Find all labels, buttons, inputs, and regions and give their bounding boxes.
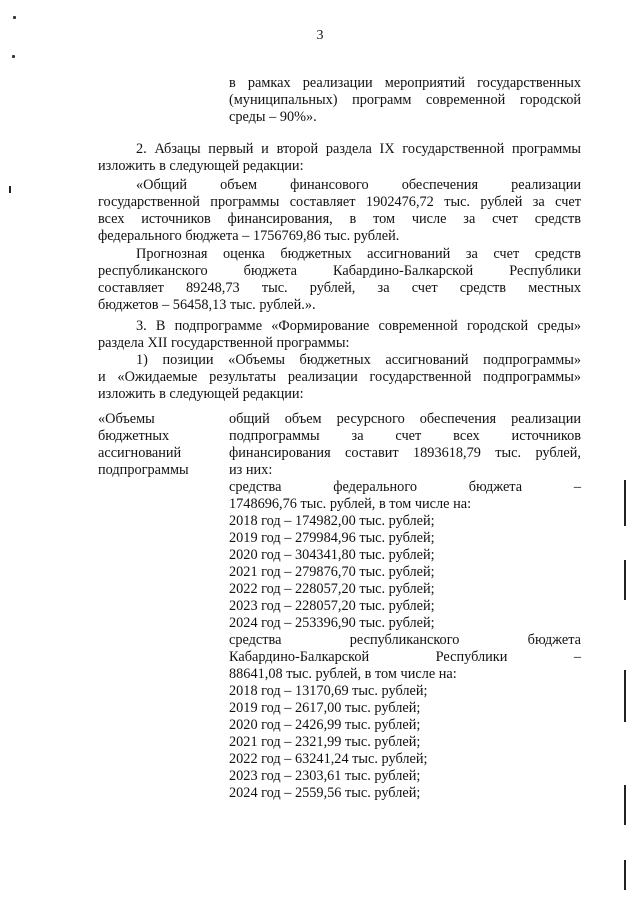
text-line: бюджетов – 56458,13 тыс. рублей.». (98, 297, 316, 313)
text-line: в рамках реализации мероприятий государственных (229, 75, 581, 91)
text-line: 2. Абзацы первый и второй раздела IX государственной программы (136, 141, 581, 157)
text-line: 3. В подпрограмме «Формирование современной городской среды» (136, 318, 581, 334)
scan-mark (9, 186, 11, 193)
federal-year-line: 2019 год – 279984,96 тыс. рублей; (229, 530, 435, 546)
federal-year-line: 2021 год – 279876,70 тыс. рублей; (229, 564, 435, 580)
regional-year-line: 2023 год – 2303,61 тыс. рублей; (229, 768, 421, 784)
scan-mark (624, 480, 626, 526)
table-right-line: подпрограммы за счет всех источников (229, 428, 581, 444)
federal-budget-total: 1748696,76 тыс. рублей, в том числе на: (229, 496, 472, 512)
text-line: федерального бюджета – 1756769,86 тыс. рублей. (98, 228, 400, 244)
text-line: изложить в следующей редакции: (98, 158, 304, 174)
table-right-line: общий объем ресурсного обеспечения реализации (229, 411, 581, 427)
paragraph-3 (98, 318, 581, 352)
quote-paragraph-2 (98, 246, 581, 314)
page-number: 3 (316, 28, 324, 43)
scan-mark (624, 560, 626, 600)
regional-year-line: 2022 год – 63241,24 тыс. рублей; (229, 751, 428, 767)
table-left-line: бюджетных (98, 428, 170, 444)
regional-year-line: 2024 год – 2559,56 тыс. рублей; (229, 785, 421, 801)
scan-mark (624, 670, 626, 722)
regional-year-line: 2020 год – 2426,99 тыс. рублей; (229, 717, 421, 733)
table-right-line: финансирования составит 1893618,79 тыс. рублей, (229, 445, 581, 461)
federal-budget-heading: средства федерального бюджета – (229, 479, 581, 495)
regional-year-line: 2018 год – 13170,69 тыс. рублей; (229, 683, 428, 699)
scan-mark (13, 16, 16, 19)
federal-year-line: 2024 год – 253396,90 тыс. рублей; (229, 615, 435, 631)
table-left-line: «Объемы (98, 411, 155, 427)
text-line: республиканского бюджета Кабардино-Балкарской Республики (98, 263, 581, 279)
federal-year-line: 2020 год – 304341,80 тыс. рублей; (229, 547, 435, 563)
regional-budget-heading: средства республиканского бюджета (229, 632, 581, 648)
text-line: среды – 90%». (229, 109, 317, 125)
text-line: раздела XII государственной программы: (98, 335, 350, 351)
table-right-column (229, 411, 581, 802)
table-left-column (98, 411, 218, 479)
scan-mark (624, 860, 626, 890)
text-line: составляет 89248,73 тыс. рублей, за счет средств местных (98, 280, 581, 296)
text-line: «Общий объем финансового обеспечения реализации (136, 177, 581, 193)
federal-year-line: 2022 год – 228057,20 тыс. рублей; (229, 581, 435, 597)
intro-block (229, 75, 581, 126)
table-right-line: из них: (229, 462, 273, 478)
text-line: всех источников финансирования, в том числе за счет средств (98, 211, 581, 227)
text-line: (муниципальных) программ современной городской (229, 92, 581, 108)
paragraph-2 (98, 141, 581, 175)
regional-year-line: 2019 год – 2617,00 тыс. рублей; (229, 700, 421, 716)
scan-mark (624, 785, 626, 825)
table-left-line: подпрограммы (98, 462, 189, 478)
scan-mark (12, 55, 15, 58)
text-line: и «Ожидаемые результаты реализации государственной подпрограммы» (98, 369, 581, 385)
paragraph-3-1 (98, 352, 581, 403)
regional-budget-total: 88641,08 тыс. рублей, в том числе на: (229, 666, 457, 682)
federal-year-line: 2023 год – 228057,20 тыс. рублей; (229, 598, 435, 614)
quote-paragraph-1 (98, 177, 581, 245)
text-line: изложить в следующей редакции: (98, 386, 304, 402)
text-line: 1) позиции «Объемы бюджетных ассигнований подпрограммы» (136, 352, 581, 368)
text-line: Прогнозная оценка бюджетных ассигнований за счет средств (136, 246, 581, 262)
federal-year-line: 2018 год – 174982,00 тыс. рублей; (229, 513, 435, 529)
table-left-line: ассигнований (98, 445, 182, 461)
regional-budget-heading: Кабардино-Балкарской Республики – (229, 649, 581, 665)
text-line: государственной программы составляет 1902476,72 тыс. рублей за счет (98, 194, 581, 210)
regional-year-line: 2021 год – 2321,99 тыс. рублей; (229, 734, 421, 750)
